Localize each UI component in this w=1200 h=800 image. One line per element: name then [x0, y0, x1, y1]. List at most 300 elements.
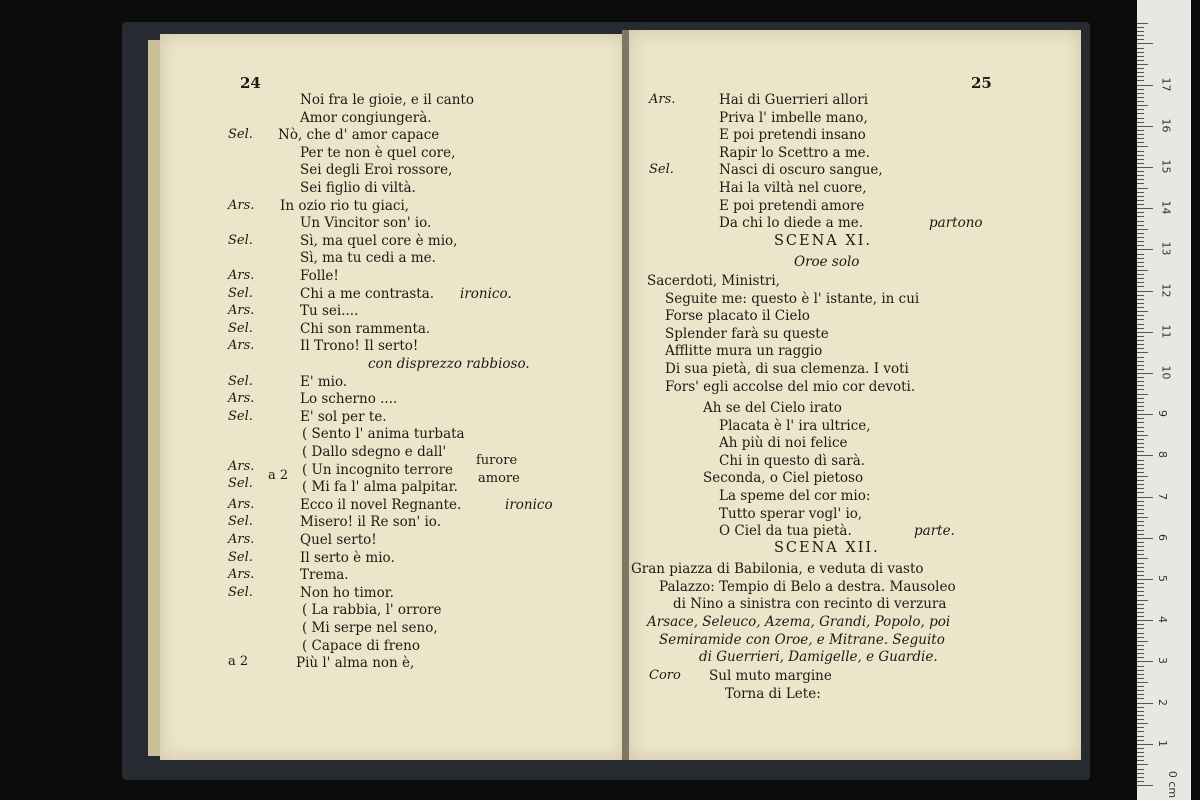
ruler-tick	[1137, 262, 1144, 263]
ruler-tick	[1137, 282, 1144, 283]
ruler-tick	[1137, 68, 1144, 69]
ruler-tick	[1137, 43, 1153, 44]
ruler-tick	[1137, 719, 1144, 720]
ruler-tick	[1137, 221, 1144, 222]
ruler-tick	[1137, 583, 1144, 584]
choice-word-furore: furore	[476, 453, 518, 468]
ruler-tick	[1137, 373, 1153, 374]
aria-line: Tutto sperar vogl' io,	[719, 506, 863, 522]
ruler-tick	[1137, 216, 1144, 217]
aria-line: Ah se del Cielo irato	[703, 400, 842, 416]
verse-line: E poi pretendi insano	[719, 127, 866, 143]
ruler-tick	[1137, 563, 1144, 564]
ruler-tick	[1137, 130, 1144, 131]
duet-speaker-ars: Ars.	[228, 459, 255, 474]
ruler-tick	[1137, 435, 1148, 436]
ruler-tick	[1137, 492, 1144, 493]
ruler-tick	[1137, 612, 1144, 613]
ruler-tick	[1137, 546, 1144, 547]
right-page	[629, 30, 1081, 760]
ruler-tick	[1137, 35, 1144, 36]
verse-line: ( Capace di freno	[302, 638, 420, 654]
ruler-tick	[1137, 595, 1144, 596]
ruler-tick	[1137, 641, 1148, 642]
ruler-label: 7	[1156, 492, 1169, 500]
ruler-tick	[1137, 258, 1144, 259]
ruler-tick	[1137, 698, 1144, 699]
ruler-tick	[1137, 381, 1144, 382]
ruler-tick	[1137, 682, 1148, 683]
verse-line: Misero! il Re son' io.	[300, 514, 441, 530]
ruler-tick	[1137, 785, 1153, 786]
scene-xi-heading: SCENA XI.	[774, 233, 873, 249]
setting-line: di Nino a sinistra con recinto di verzura	[673, 596, 947, 612]
ruler-tick	[1137, 460, 1144, 461]
aria-line: Seconda, o Ciel pietoso	[703, 470, 864, 486]
verse-line: Per te non è quel core,	[300, 145, 456, 161]
verse-line: In ozio rio tu giaci,	[280, 198, 410, 214]
ruler-tick	[1137, 567, 1144, 568]
ruler-tick	[1137, 27, 1144, 28]
verse-line: Il serto è mio.	[300, 550, 395, 566]
ruler-tick	[1137, 571, 1144, 572]
ruler-tick	[1137, 501, 1144, 502]
ruler-tick	[1137, 134, 1144, 135]
speaker-label: Ars.	[228, 497, 255, 512]
ruler-tick	[1137, 406, 1144, 407]
ruler-label: 5	[1156, 575, 1169, 582]
ruler-tick	[1137, 394, 1148, 395]
ruler-tick	[1137, 171, 1144, 172]
verse-line: Ecco il novel Regnante.	[300, 497, 462, 513]
ruler-tick	[1137, 249, 1153, 250]
ruler-label: 17	[1159, 77, 1173, 92]
ruler-tick	[1137, 340, 1144, 341]
ruler-tick	[1137, 418, 1144, 419]
ruler-tick	[1137, 468, 1144, 469]
ruler-tick	[1137, 414, 1153, 415]
verse-line: Amor congiungerà.	[300, 110, 432, 126]
recitative-line: Splender farà su queste	[665, 326, 829, 342]
verse-line: Hai di Guerrieri allori	[719, 92, 869, 108]
ruler-tick	[1137, 509, 1144, 510]
verse-line: Tu sei....	[300, 303, 359, 319]
speaker-label: Ars.	[228, 338, 255, 353]
verse-line: Non ho timor.	[300, 585, 394, 601]
ruler-label: 11	[1159, 324, 1173, 339]
ruler-tick	[1137, 484, 1144, 485]
ruler-tick	[1137, 23, 1148, 24]
ruler-label: 8	[1156, 451, 1169, 459]
verse-line: Un Vincitor son' io.	[300, 215, 432, 231]
verse-line: ( Mi fa l' alma palpitar.	[302, 479, 458, 495]
ruler-tick	[1137, 521, 1144, 522]
ruler-tick	[1137, 56, 1144, 57]
speaker-label: Ars.	[228, 303, 255, 318]
ruler-tick	[1137, 97, 1144, 98]
verse-line: Sì, ma quel core è mio,	[300, 233, 458, 249]
ruler-tick	[1137, 628, 1144, 629]
ruler-tick	[1137, 307, 1144, 308]
ruler-tick	[1137, 389, 1144, 390]
ruler-tick	[1137, 661, 1153, 662]
ruler-tick	[1137, 60, 1144, 61]
verse-line: Trema.	[300, 567, 349, 583]
ruler-tick	[1137, 64, 1148, 65]
verse-line: Lo scherno ....	[300, 391, 398, 407]
speaker-label: Ars.	[228, 567, 255, 582]
characters-line: Semiramide con Oroe, e Mitrane. Seguito	[659, 632, 945, 648]
setting-line: Gran piazza di Babilonia, e veduta di vasto	[631, 561, 924, 577]
ruler-tick	[1137, 357, 1144, 358]
page-number-left: 24	[240, 74, 261, 92]
ruler-tick	[1137, 336, 1144, 337]
ruler-tick	[1137, 254, 1144, 255]
ruler-tick	[1137, 451, 1144, 452]
ruler-tick	[1137, 352, 1148, 353]
speaker-label: Sel.	[649, 162, 674, 177]
ruler-tick	[1137, 760, 1144, 761]
ruler-tick	[1137, 122, 1144, 123]
verse-line: Rapir lo Scettro a me.	[719, 145, 870, 161]
ruler-tick	[1137, 587, 1144, 588]
ruler-tick	[1137, 212, 1144, 213]
ruler-tick	[1137, 344, 1144, 345]
ruler-tick	[1137, 723, 1148, 724]
ruler-tick	[1137, 769, 1144, 770]
verse-line: Hai la viltà nel cuore,	[719, 180, 867, 196]
ruler-tick	[1137, 604, 1144, 605]
ruler-tick	[1137, 637, 1144, 638]
ruler-tick	[1137, 311, 1148, 312]
verse-line: Chi a me contrasta.	[300, 286, 435, 302]
ruler-tick	[1137, 204, 1144, 205]
recitative-line: Seguite me: questo è l' istante, in cui	[665, 291, 920, 307]
ruler-tick	[1137, 670, 1144, 671]
speaker-label: Sel.	[228, 550, 253, 565]
ruler-tick	[1137, 101, 1144, 102]
ruler-tick	[1137, 715, 1144, 716]
ruler-tick	[1137, 105, 1148, 106]
ruler-label: 10	[1159, 365, 1173, 380]
ruler-tick	[1137, 274, 1144, 275]
ruler-label: 4	[1156, 616, 1169, 624]
ruler-tick	[1137, 579, 1153, 580]
ruler-tick	[1137, 707, 1144, 708]
ruler-tick	[1137, 703, 1153, 704]
verse-line: ( La rabbia, l' orrore	[302, 602, 442, 618]
ruler-tick	[1137, 76, 1144, 77]
ruler-tick	[1137, 48, 1144, 49]
speaker-label: Ars.	[228, 268, 255, 283]
ruler-tick	[1137, 155, 1144, 156]
verse-line: Nò, che d' amor capace	[278, 127, 440, 143]
ruler-tick	[1137, 781, 1144, 782]
recitative-line: Afflitte mura un raggio	[665, 343, 823, 359]
speaker-label: Sel.	[228, 127, 253, 142]
ruler-tick	[1137, 80, 1144, 81]
duet-speaker-sel: Sel.	[228, 476, 253, 491]
ruler-tick	[1137, 756, 1144, 757]
ruler-tick	[1137, 332, 1153, 333]
speaker-label: Sel.	[228, 321, 253, 336]
speaker-label: Ars.	[228, 532, 255, 547]
verse-line: Da chi lo diede a me.	[719, 215, 864, 231]
stage-direction: ironico.	[460, 286, 512, 302]
choice-word-amore: amore	[478, 471, 520, 486]
ruler-tick	[1137, 530, 1144, 531]
aria-stage-note: parte.	[914, 523, 955, 539]
verse-line: Noi fra le gioie, e il canto	[300, 92, 474, 108]
speaker-label: Sel.	[228, 233, 253, 248]
ruler-tick	[1137, 431, 1144, 432]
ruler-tick	[1137, 167, 1153, 168]
ruler-tick	[1137, 645, 1144, 646]
speaker-label: Ars.	[649, 92, 676, 107]
verse-line: Sei degli Eroi rossore,	[300, 162, 453, 178]
stage-direction: con disprezzo rabbioso.	[368, 356, 530, 372]
ruler-tick	[1137, 31, 1144, 32]
verse-line: Sì, ma tu cedi a me.	[300, 250, 436, 266]
ruler-label: 14	[1159, 200, 1173, 215]
ruler-tick	[1137, 740, 1144, 741]
ruler-tick	[1137, 497, 1153, 498]
ruler-tick	[1137, 410, 1144, 411]
ruler-tick	[1137, 731, 1144, 732]
ruler-tick	[1137, 727, 1144, 728]
chorus-line: Sul muto margine	[709, 668, 832, 684]
ruler-tick	[1137, 616, 1144, 617]
ruler-tick	[1137, 550, 1144, 551]
ruler-tick	[1137, 657, 1144, 658]
ruler-tick	[1137, 369, 1144, 370]
ruler-tick	[1137, 188, 1148, 189]
aria-line: Chi in questo dì sarà.	[719, 453, 866, 469]
ruler-tick	[1137, 385, 1144, 386]
ruler-tick	[1137, 455, 1153, 456]
ruler-tick	[1137, 686, 1144, 687]
ruler-tick	[1137, 422, 1144, 423]
ruler-tick	[1137, 151, 1144, 152]
characters-line: Arsace, Seleuco, Azema, Grandi, Popolo, poi	[647, 614, 951, 630]
speaker-label: Sel.	[228, 514, 253, 529]
ruler-tick	[1137, 600, 1148, 601]
ruler-tick	[1137, 773, 1144, 774]
ruler-label: 3	[1156, 657, 1169, 665]
ruler-tick	[1137, 286, 1144, 287]
ruler-tick	[1137, 558, 1148, 559]
scene-xii-heading: SCENA XII.	[774, 540, 880, 556]
ruler-tick	[1137, 291, 1153, 292]
characters-line: di Guerrieri, Damigelle, e Guardie.	[699, 649, 938, 665]
aria-line: O Ciel da tua pietà.	[719, 523, 852, 539]
ruler-tick	[1137, 348, 1144, 349]
verse-line: E' mio.	[300, 374, 348, 390]
speaker-label: Sel.	[228, 409, 253, 424]
ruler-label: 9	[1156, 410, 1169, 418]
recitative-line: Sacerdoti, Ministri,	[647, 273, 780, 289]
ruler-tick	[1137, 666, 1144, 667]
ruler-tick	[1137, 398, 1144, 399]
ruler-tick	[1137, 748, 1144, 749]
ruler-tick	[1137, 328, 1144, 329]
ruler-tick	[1137, 299, 1144, 300]
verse-line: ( Un incognito terrore	[302, 462, 454, 478]
stage-direction: ironico	[505, 497, 553, 513]
speaker-label: Sel.	[228, 286, 253, 301]
ruler-tick	[1137, 319, 1144, 320]
measuring-ruler	[1137, 0, 1191, 800]
ruler-tick	[1137, 439, 1144, 440]
ruler-tick	[1137, 744, 1153, 745]
ruler-tick	[1137, 142, 1144, 143]
ruler-tick	[1137, 39, 1144, 40]
ruler-tick	[1137, 678, 1144, 679]
ruler-tick	[1137, 109, 1144, 110]
page-number-right: 25	[971, 74, 992, 92]
ruler-tick	[1137, 538, 1153, 539]
ruler-tick	[1137, 237, 1144, 238]
ruler-tick	[1137, 113, 1144, 114]
ruler-tick	[1137, 377, 1144, 378]
ruler-tick	[1137, 192, 1144, 193]
aria-line: Ah più di noi felice	[719, 435, 848, 451]
ruler-tick	[1137, 464, 1144, 465]
scene-xi-subtitle: Oroe solo	[794, 254, 860, 270]
ruler-label: 1	[1156, 739, 1169, 747]
aria-line: Placata è l' ira ultrice,	[719, 418, 871, 434]
ruler-tick	[1137, 200, 1144, 201]
ruler-tick	[1137, 303, 1144, 304]
ruler-tick	[1137, 245, 1144, 246]
ruler-tick	[1137, 752, 1144, 753]
ruler-tick	[1137, 241, 1144, 242]
ruler-tick	[1137, 447, 1144, 448]
ruler-tick	[1137, 159, 1144, 160]
ruler-label: 0 cm	[1166, 770, 1180, 799]
ruler-tick	[1137, 138, 1144, 139]
ruler-tick	[1137, 85, 1153, 86]
chorus-line: Torna di Lete:	[725, 686, 821, 702]
ruler-tick	[1137, 179, 1144, 180]
ruler-tick	[1137, 93, 1144, 94]
ruler-tick	[1137, 183, 1144, 184]
ruler-label: 13	[1159, 241, 1173, 256]
ruler-tick	[1137, 674, 1144, 675]
ruler-tick	[1137, 472, 1144, 473]
ruler-label: 15	[1159, 159, 1173, 174]
verse-line: ( Sento l' anima turbata	[302, 426, 465, 442]
ruler-tick	[1137, 476, 1148, 477]
speaker-label: Sel.	[228, 374, 253, 389]
ruler-tick	[1137, 517, 1148, 518]
verse-line: Priva l' imbelle mano,	[719, 110, 868, 126]
ruler-tick	[1137, 270, 1148, 271]
ruler-tick	[1137, 513, 1144, 514]
verse-line: Più l' alma non è,	[296, 655, 415, 671]
verse-line: E poi pretendi amore	[719, 198, 865, 214]
speaker-label: Ars.	[228, 198, 255, 213]
verse-line: Il Trono! Il serto!	[300, 338, 419, 354]
verse-line: ( Mi serpe nel seno,	[302, 620, 438, 636]
ruler-tick	[1137, 52, 1144, 53]
ruler-tick	[1137, 163, 1144, 164]
ruler-tick	[1137, 575, 1144, 576]
left-page	[160, 34, 625, 760]
ruler-tick	[1137, 229, 1148, 230]
ruler-tick	[1137, 690, 1144, 691]
ruler-tick	[1137, 295, 1144, 296]
ruler-tick	[1137, 72, 1144, 73]
recitative-line: Fors' egli accolse del mio cor devoti.	[665, 379, 916, 395]
speaker-label: Ars.	[228, 391, 255, 406]
ruler-tick	[1137, 554, 1144, 555]
ruler-tick	[1137, 175, 1144, 176]
ruler-tick	[1137, 505, 1144, 506]
ruler-tick	[1137, 208, 1153, 209]
ruler-tick	[1137, 542, 1144, 543]
verse-line: Folle!	[300, 268, 339, 284]
ruler-label: 2	[1156, 698, 1169, 706]
chorus-speaker: Coro	[649, 668, 681, 683]
verse-line: Sei figlio di viltà.	[300, 180, 416, 196]
verse-line: Nasci di oscuro sangue,	[719, 162, 883, 178]
ruler-tick	[1137, 591, 1144, 592]
ruler-tick	[1137, 633, 1144, 634]
recitative-line: Di sua pietà, di sua clemenza. I voti	[665, 361, 909, 377]
ruler-label: 6	[1156, 533, 1169, 541]
ruler-tick	[1137, 196, 1144, 197]
ruler-tick	[1137, 402, 1144, 403]
ruler-tick	[1137, 736, 1144, 737]
ruler-tick	[1137, 620, 1153, 621]
ruler-label: 12	[1159, 283, 1173, 298]
ruler-tick	[1137, 315, 1144, 316]
ruler-tick	[1137, 365, 1144, 366]
ruler-tick	[1137, 649, 1144, 650]
ruler-tick	[1137, 525, 1144, 526]
ruler-tick	[1137, 361, 1144, 362]
ruler-tick	[1137, 624, 1144, 625]
ruler-tick	[1137, 278, 1144, 279]
verse-line: E' sol per te.	[300, 409, 387, 425]
ruler-tick	[1137, 711, 1144, 712]
verse-line: Quel serto!	[300, 532, 377, 548]
ruler-tick	[1137, 146, 1148, 147]
ruler-tick	[1137, 233, 1144, 234]
a-due-mark: a 2	[268, 468, 289, 483]
ruler-tick	[1137, 694, 1144, 695]
ruler-tick	[1137, 118, 1144, 119]
ruler-tick	[1137, 653, 1144, 654]
ruler-tick	[1137, 266, 1144, 267]
ruler-tick	[1137, 443, 1144, 444]
ruler-tick	[1137, 126, 1153, 127]
recitative-line: Forse placato il Cielo	[665, 308, 810, 324]
ruler-tick	[1137, 89, 1144, 90]
ruler-tick	[1137, 608, 1144, 609]
verse-line: Chi son rammenta.	[300, 321, 431, 337]
speaker-label: Sel.	[228, 585, 253, 600]
ruler-tick	[1137, 777, 1144, 778]
stage-direction: partono	[929, 215, 983, 231]
ruler-tick	[1137, 480, 1144, 481]
aria-line: La speme del cor mio:	[719, 488, 871, 504]
ruler-tick	[1137, 427, 1144, 428]
ruler-tick	[1137, 488, 1144, 489]
a-due-mark-2: a 2	[228, 654, 249, 669]
ruler-label: 16	[1159, 118, 1173, 133]
